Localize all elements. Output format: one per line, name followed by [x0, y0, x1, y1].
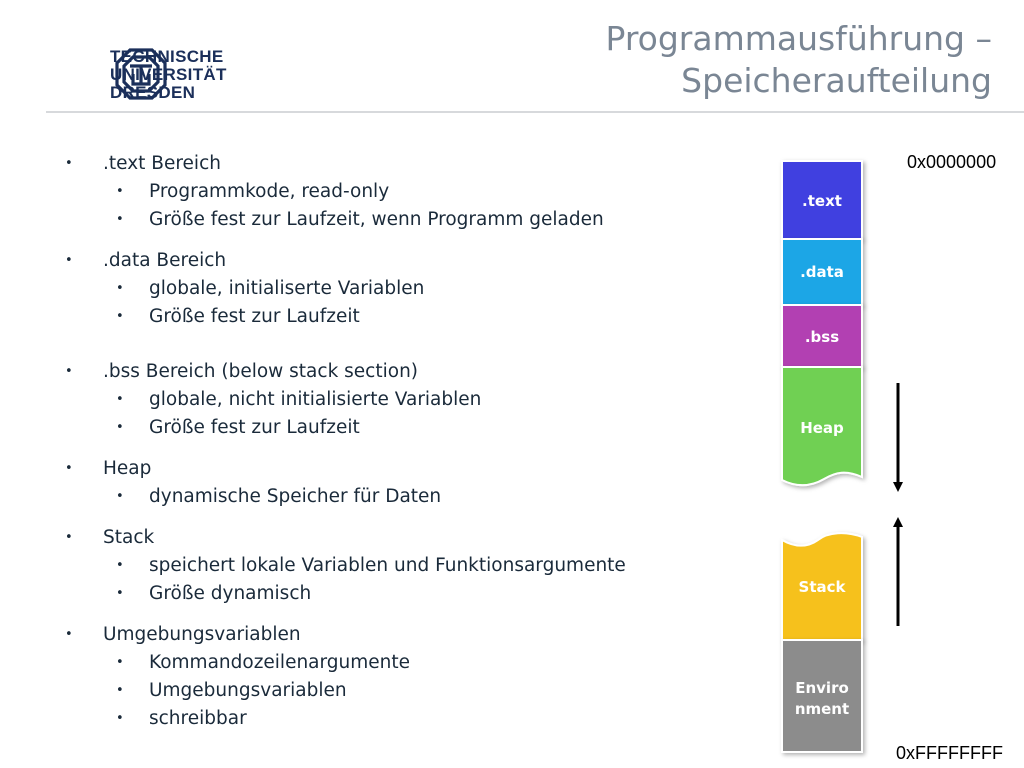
sub-bullet: • Größe fest zur Laufzeit	[60, 303, 750, 331]
bullet-list	[60, 150, 750, 733]
sub-bullet: • Kommandozeilenargumente	[60, 649, 750, 677]
bullet-stack: • Stack	[60, 524, 750, 552]
university-name	[110, 48, 227, 102]
title-line-1: Programmausführung –	[605, 19, 992, 58]
address-top: 0x0000000	[907, 152, 997, 172]
segment-text-label: .text	[802, 192, 842, 210]
bullet-data-section: • .data Bereich	[60, 247, 750, 275]
bullet-text-section: • .text Bereich	[60, 150, 750, 178]
bullet-heap: • Heap	[60, 455, 750, 483]
sub-bullet: • schreibbar	[60, 705, 750, 733]
sub-bullet: • speichert lokale Variablen und Funktionsargumente	[60, 552, 750, 580]
bullet-bss-section: • .bss Bereich (below stack section)	[60, 358, 750, 386]
bullet-environment: • Umgebungsvariablen	[60, 621, 750, 649]
segment-data-label: .data	[800, 263, 844, 281]
segment-environment-label-2: nment	[794, 700, 850, 718]
sub-bullet: • Umgebungsvariablen	[60, 677, 750, 705]
logo-line-3: DRESDEN	[110, 83, 196, 102]
sub-bullet: • Größe dynamisch	[60, 580, 750, 608]
segment-bss-label: .bss	[804, 328, 840, 346]
sub-bullet: • Größe fest zur Laufzeit	[60, 414, 750, 442]
title-line-2: Speicheraufteilung	[681, 61, 992, 100]
sub-bullet: • Programmkode, read-only	[60, 178, 750, 206]
logo-line-2: UNIVERSITÄT	[110, 65, 227, 84]
segment-stack-label: Stack	[798, 578, 846, 596]
sub-bullet: • globale, initialiserte Variablen	[60, 275, 750, 303]
slide-title	[606, 18, 993, 102]
sub-bullet: • dynamische Speicher für Daten	[60, 483, 750, 511]
segment-heap-label: Heap	[800, 419, 844, 437]
header-divider	[46, 111, 1024, 113]
segment-environment-label-1: Enviro	[795, 679, 849, 697]
sub-bullet: • globale, nicht initialisierte Variablen	[60, 386, 750, 414]
logo-line-1: TECHNISCHE	[110, 47, 224, 66]
sub-bullet: • Größe fest zur Laufzeit, wenn Programm geladen	[60, 206, 750, 234]
address-bottom: 0xFFFFFFFF	[896, 743, 1003, 763]
